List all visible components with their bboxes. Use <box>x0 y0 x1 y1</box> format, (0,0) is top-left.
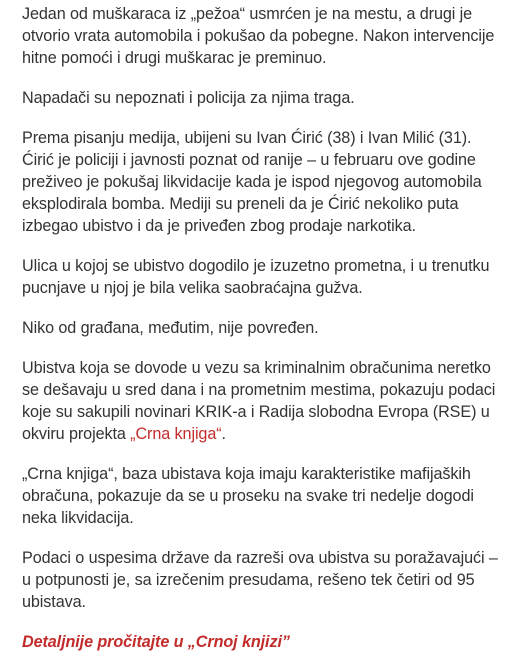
paragraph-busy-street: Ulica u kojoj se ubistvo dogodilo je izuzetno prometna, i u trenutku pucnjave u njoj je bila velika saobraćajna gužva. <box>22 257 490 297</box>
paragraph-text: Ubistva koja se dovode u vezu sa kriminalnim obračunima neretko se dešavaju u sred dana i na prometnim mestima, pokazuju podaci koje su sakupili novinari KRIK-a i Radija slobodna Evropa (RSE) u okviru projekta <box>22 359 496 443</box>
paragraph-attackers-unknown: Napadači su nepoznati i policija za njima traga. <box>22 89 355 107</box>
paragraph-crna-knjiga-project <box>22 357 504 445</box>
paragraph-victims: Prema pisanju medija, ubijeni su Ivan Ćirić (38) i Ivan Milić (31). Ćirić je policiji i javnosti poznat od ranije – u februaru ove godine preživeo je pokušaj likvidacije kada je ispod njegovog automobila eksplodirala bomba. Mediji su preneli da je Ćirić nekoliko puta izbegao ubistvo i da je priveđen zbog prodaje narkotika. <box>22 129 482 235</box>
crna-knjiga-link[interactable]: „Crna knjiga“ <box>130 425 222 443</box>
paragraph-period: . <box>221 425 226 443</box>
read-more-link[interactable]: Detaljnije pročitajte u „Crnoj knjizi” <box>22 633 290 651</box>
paragraph-car-escape: Jedan od muškaraca iz „pežoa“ usmrćen je na mestu, a drugi je otvorio vrata automobila i pokušao da pobegne. Nakon intervencije hitne pomoći i drugi muškarac je preminuo. <box>22 5 495 67</box>
paragraph-read-more <box>22 631 504 653</box>
paragraph-database: „Crna knjiga“, baza ubistava koja imaju karakteristike mafijaških obračuna, pokazuje da se u proseku na svake tri nedelje dogodi neka likvidacija. <box>22 465 474 527</box>
paragraph-state-success: Podaci o uspesima države da razreši ova ubistva su poražavajući – u potpunosti je, sa izrečenim presudama, rešeno tek četiri od 95 ubistava. <box>22 549 498 611</box>
paragraph-no-injuries: Niko od građana, međutim, nije povređen. <box>22 319 319 337</box>
